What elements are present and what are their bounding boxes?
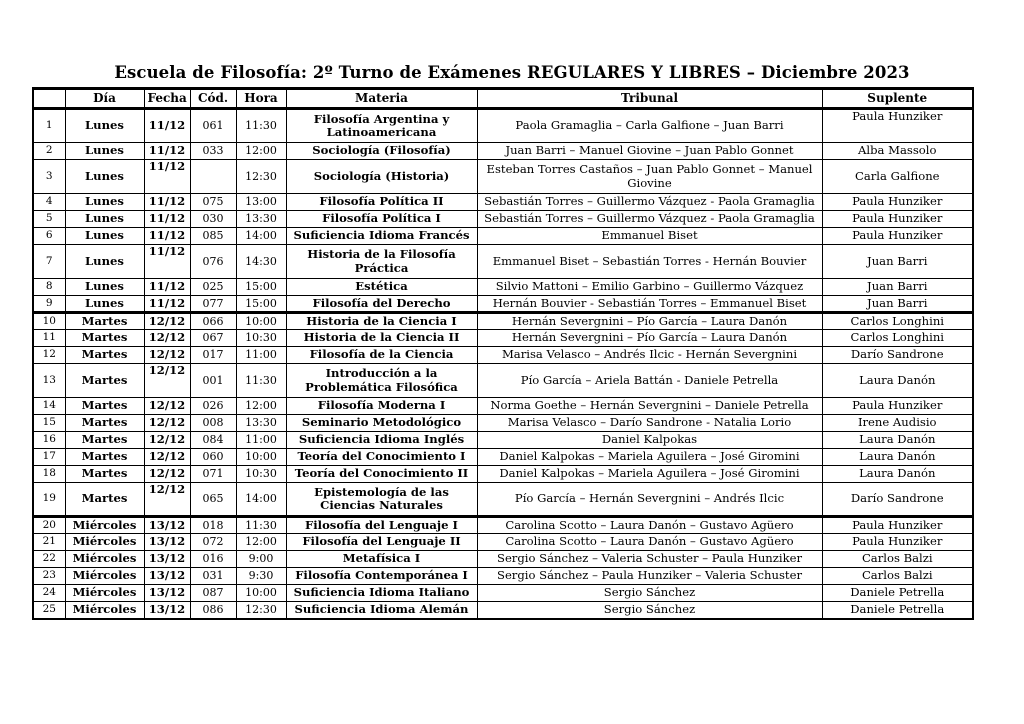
row-tribunal: Sergio Sánchez – Valeria Schuster – Paula Hunziker [477,551,822,568]
row-hora: 13:00 [236,194,286,211]
row-codigo: 030 [190,211,236,228]
row-number: 19 [33,483,65,517]
row-hora: 10:00 [236,313,286,330]
row-materia: Filosofía de la Ciencia [286,347,477,364]
row-dia: Miércoles [65,517,144,534]
row-dia: Miércoles [65,585,144,602]
row-codigo: 075 [190,194,236,211]
row-dia: Martes [65,313,144,330]
row-fecha: 12/12 [144,483,190,517]
table-row [33,517,973,534]
row-dia: Lunes [65,211,144,228]
row-suplente: Daniele Petrella [822,602,973,619]
table-row [33,415,973,432]
row-hora: 10:00 [236,449,286,466]
table-row [33,279,973,296]
row-codigo: 084 [190,432,236,449]
row-suplente: Juan Barri [822,296,973,313]
table-header-row [33,89,973,109]
row-suplente: Carlos Longhini [822,330,973,347]
row-fecha: 11/12 [144,296,190,313]
row-suplente: Paula Hunziker [822,228,973,245]
header-fecha: Fecha [144,89,190,109]
row-hora: 11:30 [236,364,286,398]
row-codigo: 087 [190,585,236,602]
row-number: 24 [33,585,65,602]
table-row [33,585,973,602]
row-codigo: 008 [190,415,236,432]
row-hora: 12:30 [236,160,286,194]
table-row [33,313,973,330]
table-row [33,568,973,585]
row-number: 23 [33,568,65,585]
row-codigo: 018 [190,517,236,534]
row-suplente: Darío Sandrone [822,483,973,517]
row-dia: Martes [65,415,144,432]
row-fecha: 13/12 [144,602,190,619]
row-hora: 13:30 [236,211,286,228]
row-dia: Lunes [65,194,144,211]
row-codigo: 076 [190,245,236,279]
row-materia: Filosofía del Lenguaje I [286,517,477,534]
row-codigo: 065 [190,483,236,517]
row-suplente: Juan Barri [822,245,973,279]
row-hora: 15:00 [236,279,286,296]
row-materia: Filosofía del Derecho [286,296,477,313]
row-suplente: Carlos Balzi [822,568,973,585]
table-row [33,534,973,551]
row-hora: 10:30 [236,466,286,483]
table-row [33,466,973,483]
row-fecha: 11/12 [144,279,190,296]
row-materia: Estética [286,279,477,296]
header-suplente: Suplente [822,89,973,109]
row-dia: Miércoles [65,551,144,568]
row-suplente: Paula Hunziker [822,534,973,551]
row-tribunal: Emmanuel Biset – Sebastián Torres - Hernán Bouvier [477,245,822,279]
table-row [33,432,973,449]
row-tribunal: Sebastián Torres – Guillermo Vázquez - Paola Gramaglia [477,211,822,228]
row-dia: Lunes [65,228,144,245]
row-fecha: 11/12 [144,160,190,194]
row-hora: 11:30 [236,517,286,534]
row-suplente: Paula Hunziker [822,398,973,415]
row-number: 15 [33,415,65,432]
row-tribunal: Pío García – Ariela Battán - Daniele Petrella [477,364,822,398]
row-tribunal: Emmanuel Biset [477,228,822,245]
row-number: 10 [33,313,65,330]
row-codigo [190,160,236,194]
row-materia: Filosofía Moderna I [286,398,477,415]
row-hora: 10:30 [236,330,286,347]
header-number [33,89,65,109]
row-fecha: 13/12 [144,517,190,534]
row-tribunal: Silvio Mattoni – Emilio Garbino – Guillermo Vázquez [477,279,822,296]
row-dia: Martes [65,466,144,483]
row-codigo: 071 [190,466,236,483]
table-row [33,245,973,279]
row-dia: Martes [65,483,144,517]
row-codigo: 031 [190,568,236,585]
table-row [33,109,973,143]
row-hora: 11:00 [236,432,286,449]
row-suplente: Laura Danón [822,364,973,398]
row-materia: Historia de la Filosofía Práctica [286,245,477,279]
row-number: 18 [33,466,65,483]
table-row [33,551,973,568]
row-suplente: Alba Massolo [822,143,973,160]
row-codigo: 085 [190,228,236,245]
table-row [33,483,973,517]
row-tribunal: Norma Goethe – Hernán Severgnini – Daniele Petrella [477,398,822,415]
row-number: 25 [33,602,65,619]
row-materia: Suficiencia Idioma Francés [286,228,477,245]
table-row [33,449,973,466]
row-dia: Lunes [65,245,144,279]
row-fecha: 12/12 [144,415,190,432]
row-suplente: Paula Hunziker [822,194,973,211]
exam-schedule-table [32,87,974,620]
table-row [33,364,973,398]
row-codigo: 016 [190,551,236,568]
row-materia: Introducción a la Problemática Filosófica [286,364,477,398]
row-suplente: Laura Danón [822,466,973,483]
row-codigo: 072 [190,534,236,551]
row-tribunal: Hernán Bouvier - Sebastián Torres – Emmanuel Biset [477,296,822,313]
row-tribunal: Marisa Velasco – Darío Sandrone - Natalia Lorio [477,415,822,432]
row-fecha: 13/12 [144,568,190,585]
row-materia: Suficiencia Idioma Italiano [286,585,477,602]
row-dia: Lunes [65,160,144,194]
row-materia: Teoría del Conocimiento I [286,449,477,466]
row-dia: Martes [65,364,144,398]
row-hora: 13:30 [236,415,286,432]
row-tribunal: Marisa Velasco – Andrés Ilcic - Hernán Severgnini [477,347,822,364]
table-row [33,160,973,194]
row-tribunal: Carolina Scotto – Laura Danón – Gustavo Agüero [477,517,822,534]
row-hora: 9:00 [236,551,286,568]
row-number: 4 [33,194,65,211]
row-hora: 14:00 [236,228,286,245]
row-materia: Teoría del Conocimiento II [286,466,477,483]
row-tribunal: Carolina Scotto – Laura Danón – Gustavo Agüero [477,534,822,551]
row-hora: 12:00 [236,398,286,415]
row-hora: 14:00 [236,483,286,517]
row-number: 9 [33,296,65,313]
row-hora: 11:30 [236,109,286,143]
row-number: 8 [33,279,65,296]
table-row [33,347,973,364]
row-codigo: 060 [190,449,236,466]
row-number: 16 [33,432,65,449]
table-row [33,398,973,415]
row-hora: 9:30 [236,568,286,585]
row-number: 17 [33,449,65,466]
header-dia: Día [65,89,144,109]
table-row [33,330,973,347]
row-hora: 10:00 [236,585,286,602]
row-hora: 12:00 [236,534,286,551]
row-hora: 12:00 [236,143,286,160]
row-codigo: 066 [190,313,236,330]
row-fecha: 13/12 [144,585,190,602]
row-codigo: 001 [190,364,236,398]
row-tribunal: Juan Barri – Manuel Giovine – Juan Pablo Gonnet [477,143,822,160]
row-fecha: 12/12 [144,364,190,398]
row-dia: Martes [65,347,144,364]
row-dia: Martes [65,398,144,415]
row-fecha: 12/12 [144,330,190,347]
row-materia: Filosofía Política I [286,211,477,228]
row-dia: Miércoles [65,602,144,619]
row-number: 20 [33,517,65,534]
row-materia: Sociología (Filosofía) [286,143,477,160]
row-materia: Filosofía del Lenguaje II [286,534,477,551]
row-dia: Miércoles [65,534,144,551]
row-suplente: Laura Danón [822,449,973,466]
row-hora: 14:30 [236,245,286,279]
row-dia: Martes [65,432,144,449]
row-materia: Epistemología de las Ciencias Naturales [286,483,477,517]
row-number: 21 [33,534,65,551]
row-fecha: 12/12 [144,398,190,415]
table-body [33,109,973,619]
row-hora: 15:00 [236,296,286,313]
row-number: 11 [33,330,65,347]
row-suplente: Carlos Balzi [822,551,973,568]
row-codigo: 086 [190,602,236,619]
row-fecha: 11/12 [144,143,190,160]
header-materia: Materia [286,89,477,109]
row-materia: Sociología (Historia) [286,160,477,194]
row-suplente: Juan Barri [822,279,973,296]
row-fecha: 11/12 [144,211,190,228]
row-codigo: 025 [190,279,236,296]
row-hora: 12:30 [236,602,286,619]
row-fecha: 12/12 [144,347,190,364]
row-number: 6 [33,228,65,245]
row-suplente: Paula Hunziker [822,109,973,143]
row-tribunal: Daniel Kalpokas [477,432,822,449]
row-dia: Martes [65,330,144,347]
row-tribunal: Esteban Torres Castaños – Juan Pablo Gonnet – Manuel Giovine [477,160,822,194]
row-dia: Lunes [65,279,144,296]
row-dia: Lunes [65,296,144,313]
row-materia: Filosofía Contemporánea I [286,568,477,585]
header-codigo: Cód. [190,89,236,109]
table-row [33,143,973,160]
row-number: 22 [33,551,65,568]
row-materia: Filosofía Política II [286,194,477,211]
row-dia: Lunes [65,109,144,143]
row-materia: Historia de la Ciencia I [286,313,477,330]
row-dia: Miércoles [65,568,144,585]
row-codigo: 067 [190,330,236,347]
row-fecha: 12/12 [144,313,190,330]
row-number: 5 [33,211,65,228]
header-hora: Hora [236,89,286,109]
row-fecha: 13/12 [144,551,190,568]
header-tribunal: Tribunal [477,89,822,109]
row-dia: Lunes [65,143,144,160]
row-hora: 11:00 [236,347,286,364]
table-row [33,602,973,619]
row-codigo: 026 [190,398,236,415]
row-tribunal: Paola Gramaglia – Carla Galfione – Juan Barri [477,109,822,143]
row-suplente: Carla Galfione [822,160,973,194]
row-number: 1 [33,109,65,143]
row-materia: Filosofía Argentina y Latinoamericana [286,109,477,143]
row-tribunal: Hernán Severgnini – Pío García – Laura Danón [477,330,822,347]
row-fecha: 12/12 [144,432,190,449]
row-fecha: 11/12 [144,228,190,245]
row-tribunal: Daniel Kalpokas – Mariela Aguilera – José Giromini [477,449,822,466]
row-suplente: Paula Hunziker [822,517,973,534]
row-materia: Suficiencia Idioma Alemán [286,602,477,619]
row-materia: Seminario Metodológico [286,415,477,432]
row-materia: Historia de la Ciencia II [286,330,477,347]
table-row [33,194,973,211]
row-materia: Suficiencia Idioma Inglés [286,432,477,449]
row-suplente: Irene Audisio [822,415,973,432]
row-fecha: 13/12 [144,534,190,551]
row-number: 13 [33,364,65,398]
table-row [33,228,973,245]
row-codigo: 061 [190,109,236,143]
row-tribunal: Pío García – Hernán Severgnini – Andrés Ilcic [477,483,822,517]
row-number: 2 [33,143,65,160]
row-codigo: 017 [190,347,236,364]
row-tribunal: Daniel Kalpokas – Mariela Aguilera – José Giromini [477,466,822,483]
row-dia: Martes [65,449,144,466]
row-suplente: Darío Sandrone [822,347,973,364]
page-title: Escuela de Filosofía: 2º Turno de Exámenes REGULARES Y LIBRES – Diciembre 2023 [114,63,910,82]
row-codigo: 033 [190,143,236,160]
row-suplente: Laura Danón [822,432,973,449]
row-tribunal: Sebastián Torres – Guillermo Vázquez - Paola Gramaglia [477,194,822,211]
row-suplente: Paula Hunziker [822,211,973,228]
row-tribunal: Sergio Sánchez – Paula Hunziker – Valeria Schuster [477,568,822,585]
row-materia: Metafísica I [286,551,477,568]
row-fecha: 11/12 [144,109,190,143]
table-row [33,211,973,228]
row-tribunal: Sergio Sánchez [477,602,822,619]
row-suplente: Daniele Petrella [822,585,973,602]
table-row [33,296,973,313]
row-suplente: Carlos Longhini [822,313,973,330]
row-number: 7 [33,245,65,279]
row-fecha: 12/12 [144,466,190,483]
row-fecha: 12/12 [144,449,190,466]
row-number: 3 [33,160,65,194]
row-fecha: 11/12 [144,245,190,279]
row-number: 14 [33,398,65,415]
row-tribunal: Sergio Sánchez [477,585,822,602]
row-number: 12 [33,347,65,364]
row-tribunal: Hernán Severgnini – Pío García – Laura Danón [477,313,822,330]
row-codigo: 077 [190,296,236,313]
row-fecha: 11/12 [144,194,190,211]
